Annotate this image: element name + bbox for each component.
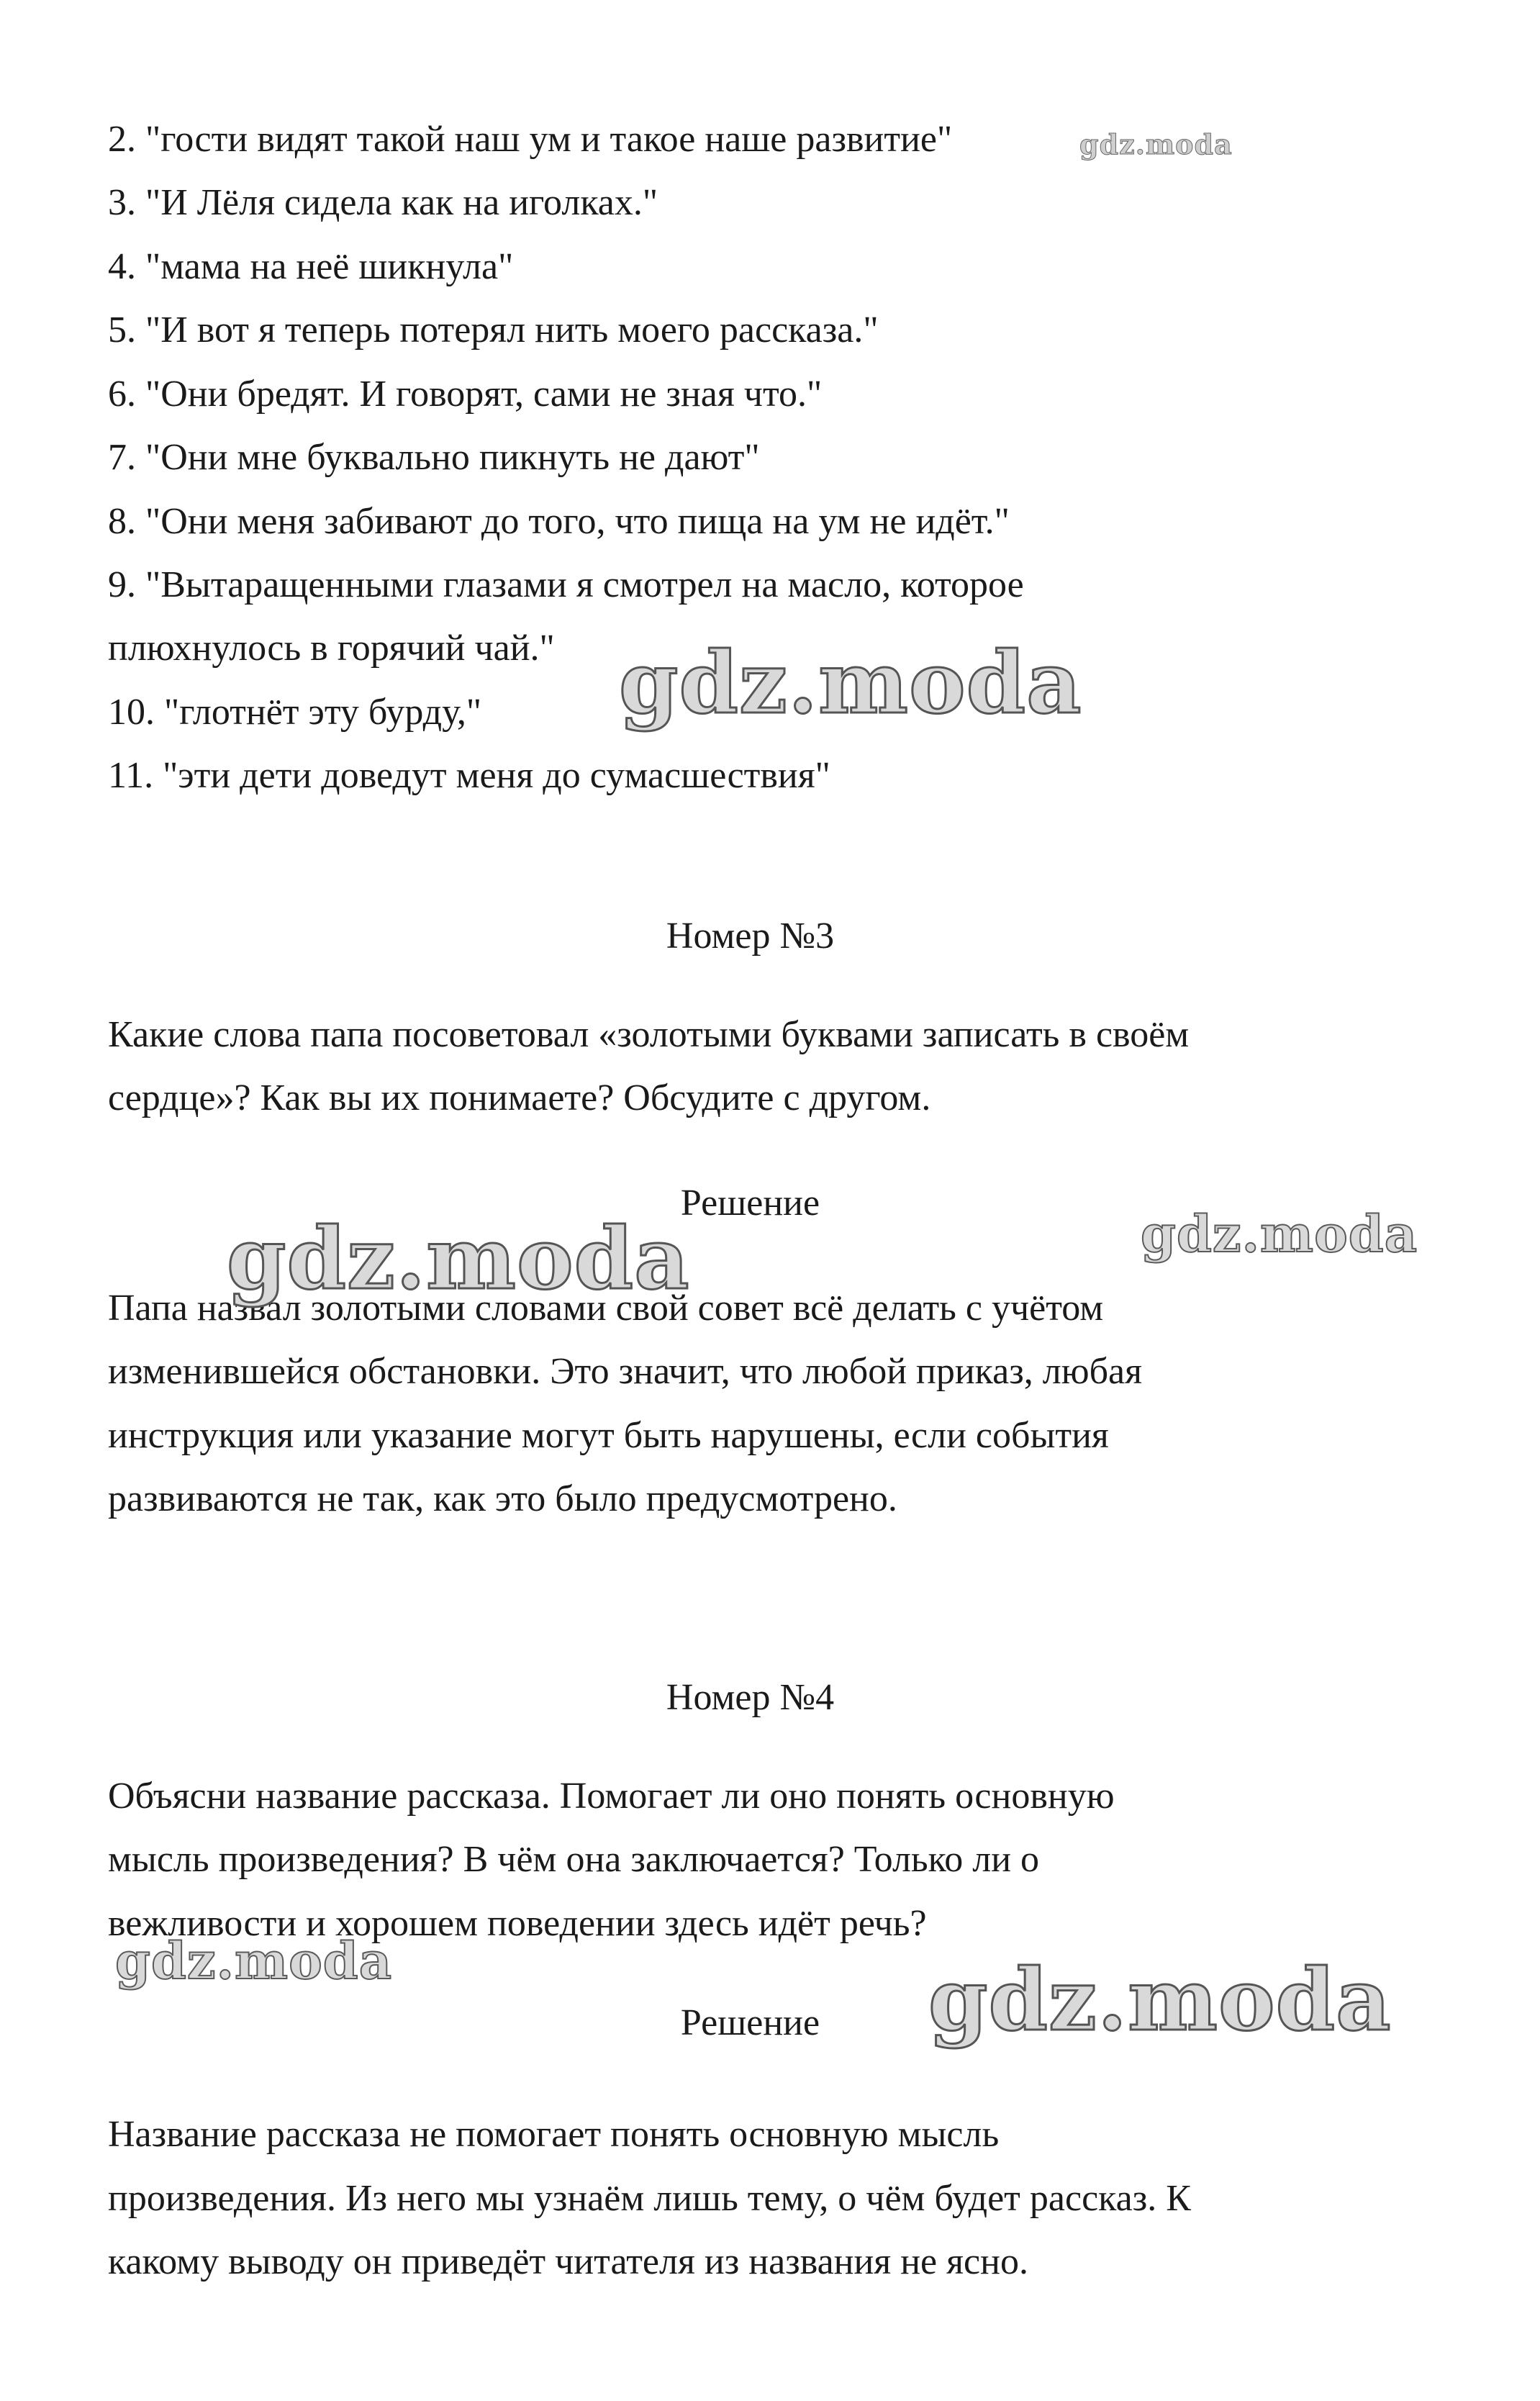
watermark: gdz.moda — [115, 1931, 393, 1991]
watermark: gdz.moda — [1079, 128, 1233, 160]
answer-line: изменившейся обстановки. Это значит, что любой приказ, любая — [108, 1351, 1143, 1392]
watermark: gdz.moda — [227, 1208, 690, 1308]
list-item: 8. "Они меня забивают до того, что пища на ум не идёт." — [108, 501, 1010, 542]
question-line: мысль произведения? В чём она заключается? Только ли о — [108, 1839, 1040, 1880]
answer-line: Папа назвал золотыми словами свой совет всё делать с учётом — [108, 1288, 1104, 1329]
answer-line: инструкция или указание могут быть нарушены, если события — [108, 1415, 1109, 1456]
section-heading: Номер №4 — [666, 1677, 835, 1718]
list-item: 10. "глотнёт эту бурду," — [108, 692, 482, 733]
list-item: 2. "гости видят такой наш ум и такое наше развитие" — [108, 119, 953, 160]
answer-line: какому выводу он приведёт читателя из названия не ясно. — [108, 2241, 1028, 2282]
watermark: gdz.moda — [928, 1950, 1392, 2050]
list-item: 9. "Вытаращенными глазами я смотрел на масло, которое — [108, 564, 1024, 605]
list-item: 11. "эти дети доведут меня до сумасшествия" — [108, 755, 830, 796]
answer-line: развиваются не так, как это было предусмотрено. — [108, 1478, 897, 1519]
question-line: вежливости и хорошем поведении здесь идёт речь? — [108, 1903, 927, 1944]
list-item: 3. "И Лёля сидела как на иголках." — [108, 182, 658, 223]
list-item: 7. "Они мне буквально пикнуть не дают" — [108, 437, 760, 478]
section-heading: Номер №3 — [666, 915, 835, 957]
question-line: Объясни название рассказа. Помогает ли оно понять основную — [108, 1776, 1115, 1817]
question-line: Какие слова папа посоветовал «золотыми буквами записать в своём — [108, 1014, 1190, 1055]
answer-line: произведения. Из него мы узнаём лишь тему, о чём будет рассказ. К — [108, 2178, 1191, 2219]
answer-line: Название рассказа не помогает понять основную мысль — [108, 2114, 1000, 2155]
solution-label: Решение — [680, 1183, 820, 1224]
list-item: 4. "мама на неё шикнула" — [108, 246, 514, 287]
question-line: сердце»? Как вы их понимаете? Обсудите с другом. — [108, 1077, 931, 1118]
solution-label: Решение — [680, 2002, 820, 2043]
watermark: gdz.moda — [1141, 1204, 1418, 1264]
list-item: 5. "И вот я теперь потерял нить моего рассказа." — [108, 309, 879, 351]
list-item-continuation: плюхнулось в горячий чай." — [108, 628, 555, 669]
watermark: gdz.moda — [619, 633, 1082, 733]
list-item: 6. "Они бредят. И говорят, сами не зная что." — [108, 374, 823, 415]
